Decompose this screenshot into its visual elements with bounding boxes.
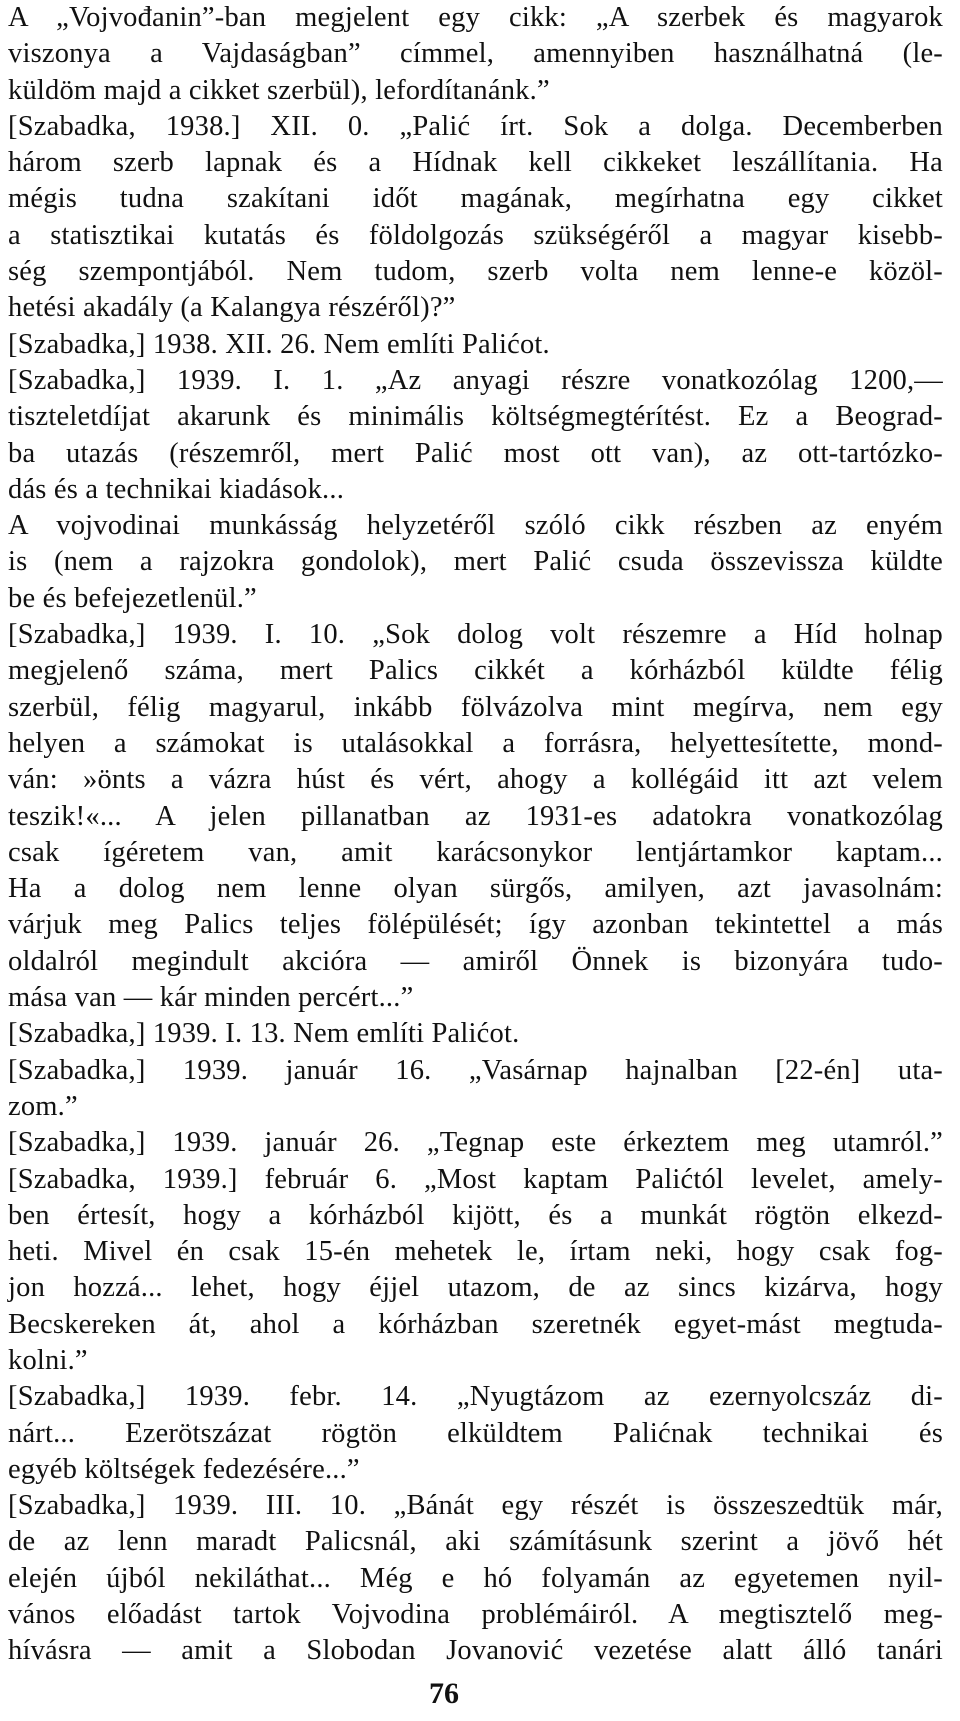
text-line: oldalról megindult akcióra — amiről Önnek is bizonyára tudo- bbox=[8, 945, 943, 977]
text-line: megjelenő száma, mert Palics cikkét a kórházból küldte félig bbox=[8, 655, 943, 687]
text-line: küldöm majd a cikket szerbül), lefordítanánk.” bbox=[8, 74, 550, 106]
text-line: [Szabadka,] 1939. febr. 14. „Nyugtázom az ezernyolcszáz di- bbox=[8, 1381, 943, 1413]
text-line: ben értesít, hogy a kórházból kijött, és a munkát rögtön elkezd- bbox=[8, 1199, 943, 1231]
text-line: [Szabadka,] 1939. III. 10. „Bánát egy részét is összeszedtük már, bbox=[8, 1490, 943, 1522]
text-line: [Szabadka, 1938.] XII. 0. „Palić írt. Sok a dolga. Decemberben bbox=[8, 110, 943, 142]
text-line: A „Vojvođanin”-ban megjelent egy cikk: „A szerbek és magyarok bbox=[8, 2, 943, 33]
text-line: várjuk meg Palics teljes fölépülését; így azonban tekintettel a más bbox=[8, 909, 943, 941]
text-line: szerbül, félig magyarul, inkább fölvázolva mint megírva, nem egy bbox=[8, 691, 943, 723]
text-line: [Szabadka,] 1939. január 26. „Tegnap este érkeztem meg utamról.” bbox=[8, 1127, 943, 1159]
text-line: heti. Mivel én csak 15-én mehetek le, írtam neki, hogy csak fog- bbox=[8, 1236, 943, 1268]
text-line: teszik!«... A jelen pillanatban az 1931-es adatokra vonatkozólag bbox=[8, 800, 943, 832]
page-number: 76 bbox=[429, 1677, 459, 1710]
text-line: [Szabadka,] 1938. XII. 26. Nem említi Palićot. bbox=[8, 328, 550, 360]
text-line: is (nem a rajzokra gondolok), mert Palić csuda összevissza küldte bbox=[8, 546, 943, 578]
text-line: dás és a technikai kiadások... bbox=[8, 473, 345, 505]
text-line: ba utazás (részemről, mert Palić most ott van), az ott-tartózko- bbox=[8, 437, 943, 469]
body-text bbox=[8, 0, 943, 1670]
text-line: [Szabadka,] 1939. I. 10. „Sok dolog volt részemre a Híd holnap bbox=[8, 619, 943, 651]
text-line: [Szabadka,] 1939. I. 13. Nem említi Palićot. bbox=[8, 1018, 520, 1050]
text-line: nárt... Ezerötszázat rögtön elküldtem Palićnak technikai és bbox=[8, 1417, 943, 1449]
text-line: zom.” bbox=[8, 1090, 78, 1122]
text-line: csak ígéretem van, amit karácsonykor lentjártamkor kaptam... bbox=[8, 836, 943, 868]
text-line: [Szabadka,] 1939. I. 1. „Az anyagi részre vonatkozólag 1200,— bbox=[8, 364, 943, 396]
text-line: mégis tudna szakítani időt magának, megírhatna egy cikket bbox=[8, 183, 943, 215]
text-line: Becskereken át, ahol a kórházban szeretnék egyet-mást megtuda- bbox=[8, 1308, 943, 1340]
text-line: elején újból nekiláthat... Még e hó folyamán az egyetemen nyil- bbox=[8, 1562, 943, 1594]
text-line: tiszteletdíjat akarunk és minimális költségmegtérítést. Ez a Beograd- bbox=[8, 401, 943, 433]
text-line: A vojvodinai munkásság helyzetéről szóló cikk részben az enyém bbox=[8, 510, 943, 542]
text-line: [Szabadka,] 1939. január 16. „Vasárnap hajnalban [22-én] uta- bbox=[8, 1054, 943, 1086]
text-line: mása van — kár minden percért...” bbox=[8, 982, 414, 1014]
text-line: hívásra — amit a Slobodan Jovanović vezetése alatt álló tanári bbox=[8, 1635, 943, 1667]
text-line: a statisztikai kutatás és földolgozás szükségéről a magyar kisebb- bbox=[8, 219, 943, 251]
text-line: vános előadást tartok Vojvodina problémáiról. A megtisztelő meg- bbox=[8, 1599, 943, 1631]
text-line: viszonya a Vajdaságban” címmel, amennyiben használhatná (le- bbox=[8, 38, 943, 70]
text-line: de az lenn maradt Palicsnál, aki számításunk szerint a jövő hét bbox=[8, 1526, 943, 1558]
text-line: három szerb lapnak és a Hídnak kell cikkeket leszállítania. Ha bbox=[8, 147, 943, 179]
text-line: ség szempontjából. Nem tudom, szerb volta nem lenne-e közöl- bbox=[8, 256, 943, 288]
text-line: hetési akadály (a Kalangya részéről)?” bbox=[8, 292, 456, 324]
text-line: Ha a dolog nem lenne olyan sürgős, amilyen, azt javasolnám: bbox=[8, 873, 943, 905]
text-line: egyéb költségek fedezésére...” bbox=[8, 1453, 360, 1485]
text-line: ván: »önts a vázra húst és vért, ahogy a kollégáid itt azt velem bbox=[8, 764, 943, 796]
text-line: be és befejezetlenül.” bbox=[8, 582, 257, 614]
text-line: jon hozzá... lehet, hogy éjjel utazom, de az sincs kizárva, hogy bbox=[8, 1272, 943, 1304]
text-line: [Szabadka, 1939.] február 6. „Most kaptam Palićtól levelet, amely- bbox=[8, 1163, 943, 1195]
text-line: helyen a számokat is utalásokkal a forrásra, helyettesítette, mond- bbox=[8, 727, 943, 759]
text-line: kolni.” bbox=[8, 1344, 88, 1376]
